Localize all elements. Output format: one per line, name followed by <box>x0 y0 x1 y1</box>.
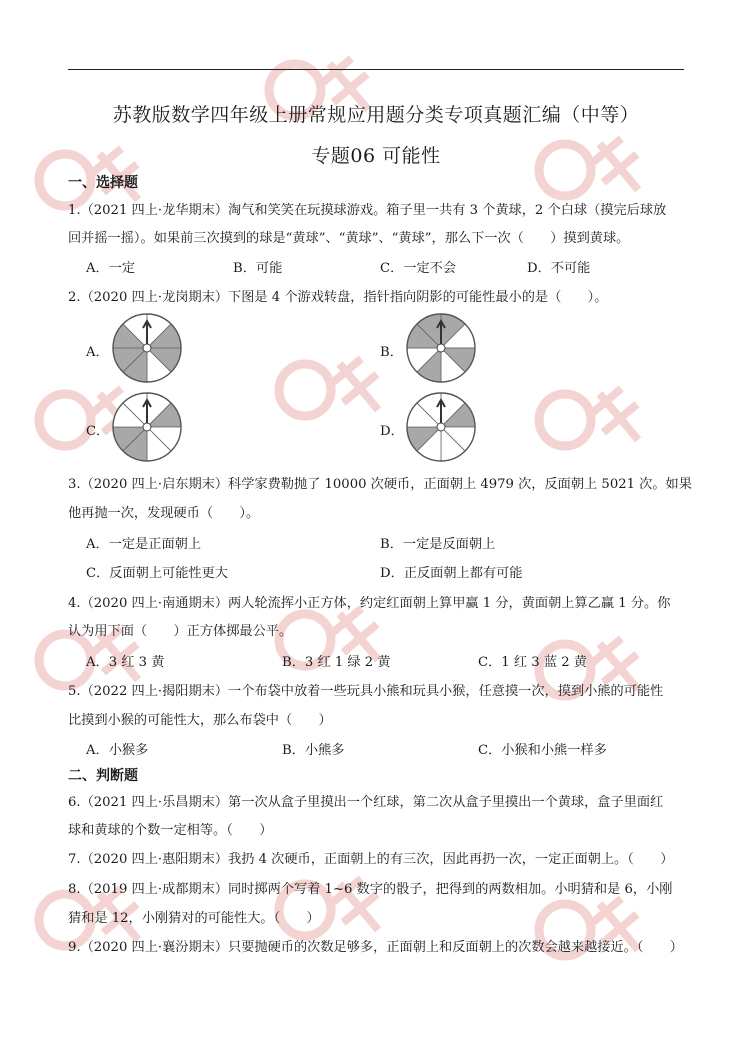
question-3-line-1: 3.（2020 四上·启东期末）科学家费勒抛了 10000 次硬币，正面朝上 4979 次，反面朝上 5021 次。如果 <box>68 477 692 492</box>
question-6-line-1: 6.（2021 四上·乐昌期末）第一次从盒子里摸出一个红球，第二次从盒子里摸出一个黄球，盒子里面红 <box>68 795 664 810</box>
spinner-hub <box>143 423 151 431</box>
q4-option-c: C．1 红 3 蓝 2 黄 <box>478 655 587 670</box>
q5-option-c: C．小猴和小熊一样多 <box>478 743 607 758</box>
question-9-line-1: 9.（2020 四上·襄汾期末）只要抛硬币的次数足够多，正面朝上和反面朝上的次数会越来越接近。（ ） <box>68 940 683 955</box>
question-2-line-1: 2.（2020 四上·龙岗期末）下图是 4 个游戏转盘，指针指向阴影的可能性最小的是（ ）。 <box>68 290 608 305</box>
question-6-line-2: 球和黄球的个数一定相等。（ ） <box>68 823 273 838</box>
q3-option-c: C．反面朝上可能性更大 <box>86 566 228 581</box>
q5-option-a: A．小猴多 <box>86 743 149 758</box>
question-5-line-1: 5.（2022 四上·揭阳期末）一个布袋中放着一些玩具小熊和玩具小猴，任意摸一次，摸到小熊的可能性 <box>68 684 664 699</box>
q2-option-d: D． <box>380 424 404 439</box>
q4-option-a: A．3 红 3 黄 <box>86 655 165 670</box>
top-rule <box>68 69 684 70</box>
question-3-line-2: 他再抛一次，发现硬币（ ）。 <box>68 506 260 521</box>
question-4-line-2: 认为用下面（ ）正方体掷最公平。 <box>68 624 293 639</box>
page-title: 苏教版数学四年级上册常规应用题分类专项真题汇编（中等） <box>112 104 640 126</box>
section-heading-choice: 一、选择题 <box>68 175 138 191</box>
spinner-wheel-a-icon <box>109 310 185 386</box>
spinner-wheel-d-icon <box>403 389 479 465</box>
q2-option-a: A． <box>86 345 109 360</box>
q3-option-d: D．正反面朝上都有可能 <box>380 566 523 581</box>
q1-option-c: C．一定不会 <box>380 261 457 276</box>
page-subtitle: 专题06 可能性 <box>311 145 441 167</box>
q3-option-b: B．一定是反面朝上 <box>380 537 496 552</box>
question-1-line-1: 1.（2021 四上·龙华期末）淘气和笑笑在玩摸球游戏。箱子里一共有 3 个黄球，2 个白球（摸完后球放 <box>68 203 667 218</box>
q1-option-b: B．可能 <box>233 261 283 276</box>
spinner-hub <box>143 344 151 352</box>
question-7-line-1: 7.（2020 四上·惠阳期末）我扔 4 次硬币，正面朝上的有三次，因此再扔一次，一定正面朝上。（ ） <box>68 852 674 867</box>
spinner-hub <box>437 423 445 431</box>
spinner-hub <box>437 344 445 352</box>
niuxuexi-watermark-icon <box>250 30 400 150</box>
q1-option-a: A．一定 <box>86 261 136 276</box>
question-4-line-1: 4.（2020 四上·南通期末）两人轮流挥小正方体，约定红面朝上算甲赢 1 分，黄面朝上算乙赢 1 分。你 <box>68 596 671 611</box>
q5-option-b: B．小熊多 <box>282 743 345 758</box>
question-8-line-2: 猜和是 12，小刚猜对的可能性大。（ ） <box>68 911 320 926</box>
spinner-wheel-c-icon <box>109 389 185 465</box>
spinner-wheel-b-icon <box>403 310 479 386</box>
q2-option-b: B． <box>380 345 403 360</box>
q1-option-d: D．不可能 <box>527 261 591 276</box>
q4-option-b: B．3 红 1 绿 2 黄 <box>282 655 391 670</box>
section-heading-judgement: 二、判断题 <box>68 768 138 784</box>
q2-option-c: C． <box>86 424 110 439</box>
q3-option-a: A．一定是正面朝上 <box>86 537 202 552</box>
question-5-line-2: 比摸到小猴的可能性大，那么布袋中（ ） <box>68 713 332 728</box>
question-1-line-2: 回并摇一摇）。如果前三次摸到的球是“黄球”、“黄球”、“黄球”，那么下一次（ ）摸到黄球。 <box>68 231 630 246</box>
niuxuexi-watermark-icon <box>520 360 670 480</box>
question-8-line-1: 8.（2019 四上·成都期末）同时掷两个写着 1~6 数字的骰子，把得到的两数相加。小明猜和是 6，小刚 <box>68 882 673 897</box>
